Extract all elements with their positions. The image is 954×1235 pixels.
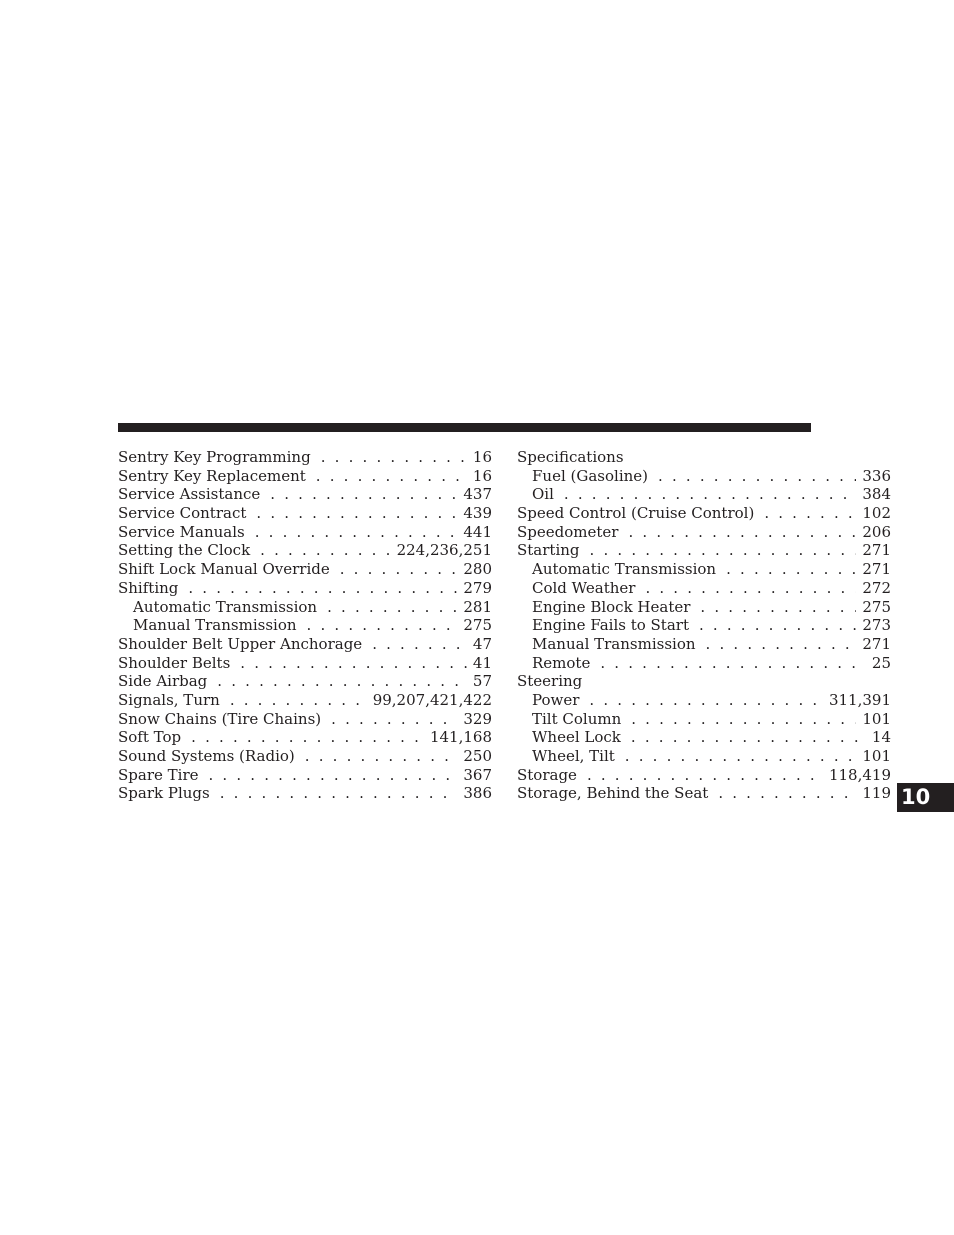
entry-pages: 281 [463, 597, 492, 616]
leader-dots [726, 560, 856, 579]
index-subentry [517, 710, 891, 729]
index-subentry [118, 616, 492, 635]
index-entry [517, 541, 891, 560]
leader-dots [217, 672, 467, 691]
index-entry [118, 747, 492, 766]
leader-dots [658, 467, 856, 486]
entry-label: Sentry Key Programming [118, 448, 311, 466]
index-entry [118, 541, 492, 560]
entry-label: Manual Transmission [133, 616, 297, 635]
leader-dots [628, 523, 856, 542]
index-entry [118, 635, 492, 654]
entry-label: Sound Systems (Radio) [118, 747, 295, 765]
entry-pages: 14 [871, 728, 891, 747]
leader-dots [590, 541, 857, 560]
entry-label: Speed Control (Cruise Control) [517, 504, 755, 523]
leader-dots [587, 766, 823, 785]
entry-label: Remote [532, 653, 591, 672]
top-rule [118, 423, 811, 432]
index-subentry [517, 485, 891, 504]
leader-dots [316, 467, 467, 486]
index-entry [118, 766, 492, 785]
entry-label: Spare Tire [118, 765, 199, 784]
entry-label: Spark Plugs [118, 784, 210, 803]
entry-pages: 57 [472, 672, 492, 691]
entry-label: Shoulder Belt Upper Anchorage [118, 634, 363, 653]
leader-dots [191, 728, 424, 747]
index-subentry [517, 598, 891, 617]
leader-dots [764, 504, 856, 523]
entry-label: Soft Top [118, 728, 182, 747]
leader-dots [706, 635, 857, 654]
entry-label: Service Assistance [118, 485, 261, 504]
index-entry [118, 579, 492, 598]
entry-label: Setting the Clock [118, 541, 251, 560]
section-tab: 10 [897, 783, 954, 812]
entry-label: Shoulder Belts [118, 653, 231, 672]
entry-label: Starting [517, 541, 580, 560]
index-subentry [517, 691, 891, 710]
index-entry [118, 448, 492, 467]
leader-dots [645, 579, 856, 598]
entry-pages: 275 [463, 616, 492, 635]
leader-dots [372, 635, 467, 654]
leader-dots [230, 691, 367, 710]
entry-label: Cold Weather [532, 578, 636, 597]
entry-label: Wheel, Tilt [532, 747, 615, 765]
entry-pages: 271 [862, 560, 891, 579]
leader-dots [270, 485, 457, 504]
leader-dots [260, 541, 390, 560]
entry-pages: 311,391 [828, 690, 891, 709]
entry-pages: 329 [463, 709, 492, 728]
index-entry [118, 691, 492, 710]
entry-pages: 271 [862, 541, 891, 560]
index-entry [118, 467, 492, 486]
index-subentry [517, 635, 891, 654]
leader-dots [564, 485, 856, 504]
leader-dots [321, 448, 467, 467]
entry-pages: 280 [463, 560, 492, 579]
entry-pages: 386 [463, 784, 492, 803]
leader-dots [220, 784, 458, 803]
leader-dots [255, 523, 458, 542]
index-entry [118, 654, 492, 673]
entry-pages: 279 [463, 578, 492, 597]
entry-pages: 141,168 [429, 728, 492, 747]
entry-label: Power [532, 690, 580, 709]
index-entry [118, 672, 492, 691]
index-entry [517, 784, 891, 803]
index-column-left [118, 448, 492, 803]
leader-dots [718, 784, 856, 803]
leader-dots [589, 691, 823, 710]
entry-label: Engine Fails to Start [532, 616, 689, 635]
index-subentry [517, 560, 891, 579]
index-entry [517, 523, 891, 542]
entry-label: Automatic Transmission [532, 560, 717, 579]
leader-dots [631, 728, 866, 747]
entry-label: Engine Block Heater [532, 597, 691, 616]
index-subentry [517, 654, 891, 673]
entry-pages: 272 [862, 578, 891, 597]
leader-dots [256, 504, 457, 523]
entry-pages: 250 [463, 747, 492, 765]
index-subentry [517, 747, 891, 766]
entry-pages: 384 [862, 485, 891, 504]
entry-pages: 118,419 [828, 765, 891, 784]
leader-dots [240, 654, 467, 673]
entry-label: Oil [532, 485, 554, 504]
leader-dots [700, 598, 856, 617]
entry-label: Snow Chains (Tire Chains) [118, 709, 322, 728]
entry-label: Wheel Lock [532, 728, 621, 747]
index-entry [118, 728, 492, 747]
leader-dots [209, 766, 458, 785]
entry-label: Service Manuals [118, 522, 245, 541]
index-subentry [118, 598, 492, 617]
entry-label: Automatic Transmission [133, 597, 318, 616]
index-subentry [517, 579, 891, 598]
entry-pages: 224,236,251 [396, 541, 492, 560]
index-entry [118, 485, 492, 504]
entry-label: Shift Lock Manual Override [118, 560, 330, 579]
index-entry [118, 560, 492, 579]
index-heading: Steering [517, 672, 583, 691]
leader-dots [631, 710, 856, 729]
entry-label: Fuel (Gasoline) [532, 466, 649, 485]
entry-pages: 16 [472, 448, 492, 466]
entry-pages: 273 [862, 616, 891, 635]
entry-label: Service Contract [118, 504, 247, 523]
entry-pages: 16 [472, 466, 492, 485]
entry-label: Sentry Key Replacement [118, 466, 306, 485]
entry-pages: 101 [862, 747, 891, 765]
leader-dots [699, 616, 856, 635]
entry-label: Tilt Column [532, 709, 622, 728]
leader-dots [305, 747, 458, 766]
leader-dots [625, 747, 857, 766]
entry-pages: 206 [862, 522, 891, 541]
entry-pages: 367 [463, 765, 492, 784]
entry-pages: 99,207,421,422 [372, 690, 492, 709]
index-subentry [517, 728, 891, 747]
entry-pages: 271 [862, 634, 891, 653]
entry-pages: 336 [862, 466, 891, 485]
index-entry [517, 766, 891, 785]
entry-label: Shifting [118, 578, 179, 597]
index-subentry [517, 616, 891, 635]
entry-pages: 441 [463, 522, 492, 541]
entry-pages: 119 [862, 784, 891, 803]
leader-dots [600, 654, 866, 673]
leader-dots [340, 560, 458, 579]
entry-label: Storage, Behind the Seat [517, 784, 709, 803]
leader-dots [188, 579, 457, 598]
entry-pages: 102 [862, 504, 891, 523]
entry-pages: 101 [862, 709, 891, 728]
entry-pages: 439 [463, 504, 492, 523]
entry-label: Speedometer [517, 522, 619, 541]
entry-label: Side Airbag [118, 672, 208, 691]
index-heading: Specifications [517, 448, 624, 466]
leader-dots [327, 598, 457, 617]
leader-dots [307, 616, 458, 635]
index-entry [118, 710, 492, 729]
index-entry [118, 784, 492, 803]
index-entry [118, 504, 492, 523]
entry-pages: 41 [472, 653, 492, 672]
index-column-right [517, 448, 891, 803]
entry-label: Manual Transmission [532, 634, 696, 653]
leader-dots [331, 710, 457, 729]
index-subentry [517, 467, 891, 486]
entry-label: Signals, Turn [118, 690, 220, 709]
entry-pages: 437 [463, 485, 492, 504]
entry-pages: 25 [871, 653, 891, 672]
entry-pages: 275 [862, 597, 891, 616]
index-entry [517, 504, 891, 523]
index-entry [118, 523, 492, 542]
entry-pages: 47 [472, 634, 492, 653]
entry-label: Storage [517, 765, 577, 784]
